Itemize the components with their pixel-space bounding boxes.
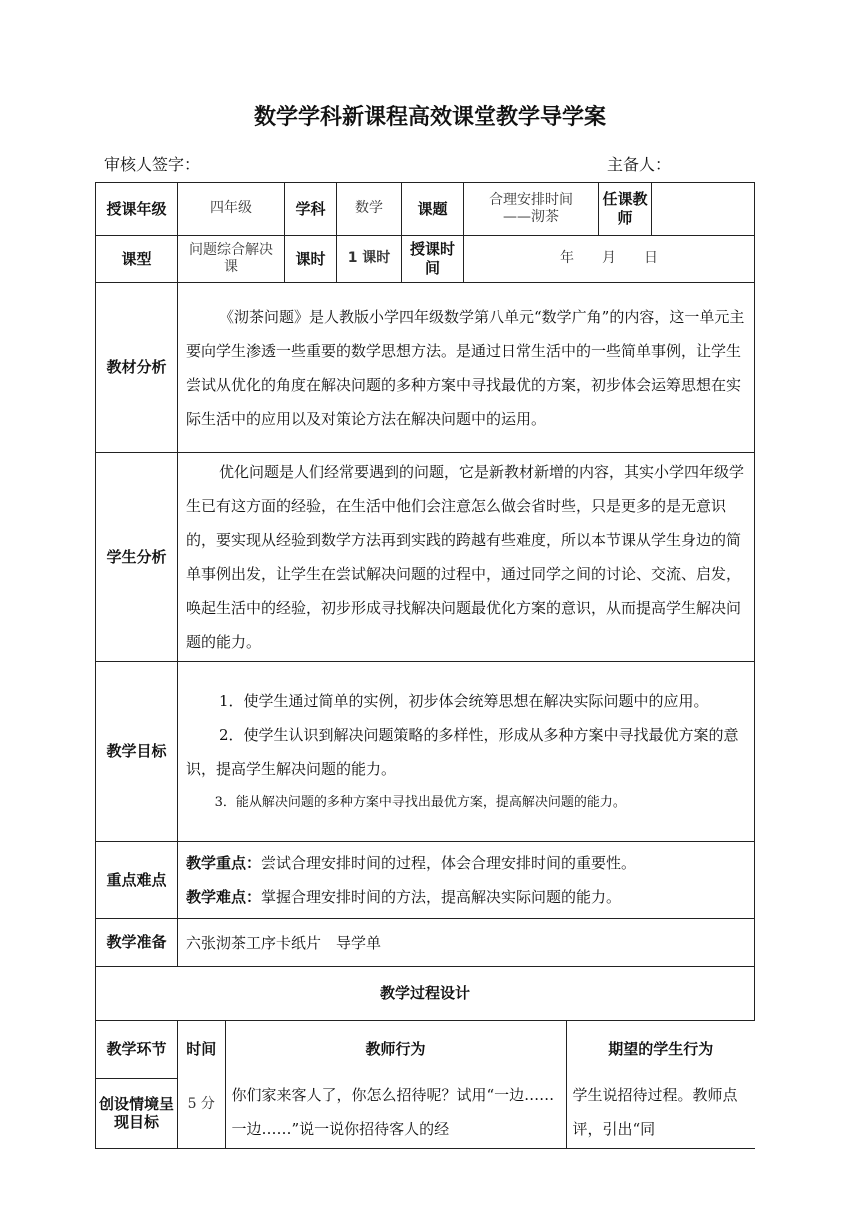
- difficulty-line: [186, 880, 750, 914]
- goal-1: 1．使学生通过简单的实例，初步体会统筹思想在解决实际问题中的应用。: [219, 691, 709, 710]
- table-row: [96, 183, 755, 236]
- table-row: [96, 842, 755, 919]
- teacher-value: [652, 183, 755, 236]
- subject-value: 数学: [337, 183, 402, 236]
- page-title: 数学学科新课程高效课堂教学导学案: [253, 105, 606, 130]
- preparer-label: 主备人：: [607, 155, 672, 174]
- table-row: [96, 1021, 755, 1079]
- table-row: [96, 1078, 755, 1149]
- student-text: 优化问题是人们经常要遇到的问题，它是新教材新增的内容，其实小学四年级学生已有这方面的经验，在生活中他们会注意怎么做会省时些，只是更多的是无意识的，要实现从经验到数学方法再到实践的跨越有些难度，所以本节课从学生身边的简单事例出发，让学生在尝试解决问题的过程中，通过同学之间的讨论、交流、启发，唤起生活中的经验，初步形成寻找解决问题最优化方案的意识，从而提高学生解决问题的能力。: [186, 463, 745, 651]
- reviewer-label: 审核人签字：: [104, 155, 201, 174]
- topic-line-2: ——沏茶: [503, 209, 559, 225]
- date-value: 年 月 日: [464, 236, 755, 283]
- header-student: 期望的学生行为: [566, 1021, 755, 1078]
- student-action-1: 学生说招待过程。教师点评，引出“同: [566, 1078, 755, 1148]
- type-value: 问题综合解决课: [178, 236, 285, 283]
- difficulty-label: 教学难点：: [186, 888, 262, 906]
- material-label: 教材分析: [96, 283, 178, 453]
- hours-label: 课时: [285, 236, 337, 283]
- focus-line: [186, 846, 750, 880]
- teacher-action-1: 你们家来客人了，你怎么招待呢？试用“一边……一边……”说一说你招待客人的经: [225, 1078, 566, 1148]
- time-label: 授课时间: [402, 236, 464, 283]
- key-label: 重点难点: [96, 842, 178, 919]
- focus-text: 尝试合理安排时间的过程，体会合理安排时间的重要性。: [261, 854, 637, 872]
- prep-text: 六张沏茶工序卡纸片 导学单: [178, 919, 755, 967]
- focus-label: 教学重点：: [186, 854, 262, 872]
- table-row: [96, 283, 755, 453]
- goal-3: 3．能从解决问题的多种方案中寻找出最优方案，提高解决问题的能力。: [214, 794, 626, 810]
- table-row: [96, 236, 755, 283]
- prep-label: 教学准备: [96, 919, 178, 967]
- teacher-label: 任课教师: [599, 183, 652, 236]
- goals-label: 教学目标: [96, 662, 178, 842]
- table-row: [96, 919, 755, 967]
- material-text: 《沏茶问题》是人教版小学四年级数学第八单元“数学广角”的内容，这一单元主要向学生渗透一些重要的数学思想方法。是通过日常生活中的一些简单事例，让学生尝试从优化的角度在解决问题的多种方案中寻找最优的方案，初步体会运筹思想在实际生活中的应用以及对策论方法在解决问题中的运用。: [186, 307, 745, 428]
- header-teacher: 教师行为: [225, 1021, 566, 1078]
- time-1: 5 分: [178, 1078, 225, 1148]
- subject-label: 学科: [285, 183, 337, 236]
- grade-value: 四年级: [178, 183, 285, 236]
- hours-value: 1 课时: [337, 236, 402, 283]
- grade-label: 授课年级: [96, 183, 178, 236]
- topic-label: 课题: [402, 183, 464, 236]
- table-row: [96, 967, 755, 1021]
- topic-line-1: 合理安排时间: [489, 191, 573, 208]
- goal-2: 2．使学生认识到解决问题策略的多样性，形成从多种方案中寻找最优方案的意识，提高学生解决问题的能力。: [186, 725, 739, 778]
- topic-value: [464, 183, 599, 236]
- difficulty-text: 掌握合理安排时间的方法，提高解决实际问题的能力。: [261, 888, 622, 906]
- student-label: 学生分析: [96, 453, 178, 662]
- lesson-plan-table: [95, 182, 755, 1149]
- table-row: [96, 662, 755, 842]
- header-time: 时间: [178, 1021, 225, 1078]
- table-row: [96, 453, 755, 662]
- type-label: 课型: [96, 236, 178, 283]
- stage-1: 创设情境呈现目标: [96, 1078, 178, 1149]
- header-stage: 教学环节: [96, 1021, 178, 1079]
- process-title: 教学过程设计: [96, 967, 755, 1021]
